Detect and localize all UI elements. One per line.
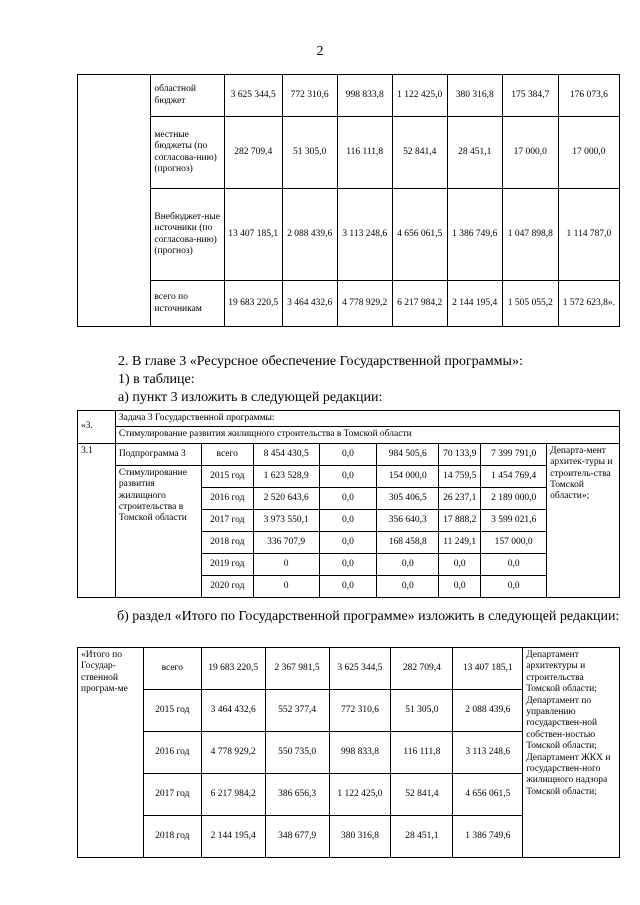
table-cell: 0,0 bbox=[319, 531, 377, 553]
table-cell: 1 122 425,0 bbox=[392, 75, 447, 117]
table-cell: 17 888,2 bbox=[439, 509, 481, 531]
table-row bbox=[78, 117, 620, 189]
table-cell: 356 640,3 bbox=[377, 509, 439, 531]
task-title-row bbox=[78, 411, 620, 427]
table-cell: 51 305,0 bbox=[391, 690, 453, 732]
period-cell: всего bbox=[143, 648, 201, 690]
table-cell: 0,0 bbox=[319, 553, 377, 575]
row-label: местные бюджеты (по согласова-нию) (прогноз) bbox=[151, 117, 224, 189]
table-cell: 1 122 425,0 bbox=[329, 774, 391, 816]
table-cell: 28 451,1 bbox=[447, 117, 502, 189]
table-row bbox=[78, 75, 620, 117]
period-cell: 2016 год bbox=[201, 487, 253, 509]
table-cell: 0,0 bbox=[319, 465, 377, 487]
table-cell: 4 656 061,5 bbox=[392, 189, 447, 281]
table-cell: 176 073,6 bbox=[558, 75, 619, 117]
table-cell: 154 000,0 bbox=[377, 465, 439, 487]
table-cell: 1 386 749,6 bbox=[453, 816, 523, 858]
table-cell: 0,0 bbox=[439, 553, 481, 575]
table-cell: 305 406,5 bbox=[377, 487, 439, 509]
table-cell: 0,0 bbox=[319, 443, 377, 465]
table-cell: 1 572 623,8». bbox=[558, 281, 619, 327]
table-cell: 348 677,9 bbox=[265, 816, 329, 858]
table-cell: 2 088 439,6 bbox=[282, 189, 337, 281]
funding-table-1 bbox=[77, 74, 620, 327]
table-row bbox=[78, 189, 620, 281]
responsible-cell: Департамент архитектуры и строительства Томской области; Департамент по управлению государствен-ной собствен-ностью Томской области; Департамент ЖКХ и государствен-ного жилищного надзора Томской области; bbox=[523, 648, 620, 858]
table-cell: 0,0 bbox=[319, 575, 377, 597]
table-cell: 1 454 769,4 bbox=[481, 465, 547, 487]
table-cell: 1 505 055,2 bbox=[502, 281, 558, 327]
table-row bbox=[78, 648, 620, 690]
table-cell: 116 111,8 bbox=[337, 117, 392, 189]
table-cell: 3 973 550,1 bbox=[253, 509, 319, 531]
funding-table-2 bbox=[77, 410, 620, 598]
table-cell: 1 386 749,6 bbox=[447, 189, 502, 281]
task-subtitle-row bbox=[78, 427, 620, 443]
table-cell: 2 144 195,4 bbox=[201, 816, 265, 858]
table-cell: 0,0 bbox=[377, 575, 439, 597]
paragraph-chapter3: 2. В главе 3 «Ресурсное обеспечение Государственной программы»: bbox=[118, 354, 523, 369]
table-cell: 2 088 439,6 bbox=[453, 690, 523, 732]
table-cell: 0,0 bbox=[481, 553, 547, 575]
paragraph-item3: а) пункт 3 изложить в следующей редакции: bbox=[118, 390, 383, 405]
table-cell: 116 111,8 bbox=[391, 732, 453, 774]
table-cell: 8 454 430,5 bbox=[253, 443, 319, 465]
table-cell: 282 709,4 bbox=[391, 648, 453, 690]
row-label: Внебюджет-ные источники (по согласова-нию) (прогноз) bbox=[151, 189, 224, 281]
table-cell: 380 316,8 bbox=[329, 816, 391, 858]
table-cell: 984 505,6 bbox=[377, 443, 439, 465]
table-cell: 0,0 bbox=[319, 509, 377, 531]
paragraph-in-table: 1) в таблице: bbox=[118, 372, 195, 387]
table-row bbox=[78, 465, 620, 487]
table-cell: 3 113 248,6 bbox=[453, 732, 523, 774]
table-cell: 552 377,4 bbox=[265, 690, 329, 732]
period-cell: 2018 год bbox=[143, 816, 201, 858]
row-label: областной бюджет bbox=[151, 75, 224, 117]
period-cell: 2018 год bbox=[201, 531, 253, 553]
table-cell: 2 367 981,5 bbox=[265, 648, 329, 690]
period-cell: всего bbox=[201, 443, 253, 465]
table-cell: 4 778 929,2 bbox=[337, 281, 392, 327]
table-cell: 0,0 bbox=[377, 553, 439, 575]
table-cell: 1 114 787,0 bbox=[558, 189, 619, 281]
table-cell: 26 237,1 bbox=[439, 487, 481, 509]
table-cell: 13 407 185,1 bbox=[224, 189, 282, 281]
table-cell: 28 451,1 bbox=[391, 816, 453, 858]
table-cell: 7 399 791,0 bbox=[481, 443, 547, 465]
table-cell: 2 520 643,6 bbox=[253, 487, 319, 509]
table-cell: 386 656,3 bbox=[265, 774, 329, 816]
table-cell: 19 683 220,5 bbox=[201, 648, 265, 690]
table-cell: 19 683 220,5 bbox=[224, 281, 282, 327]
period-cell: 2016 год bbox=[143, 732, 201, 774]
table-cell: 998 833,8 bbox=[337, 75, 392, 117]
period-cell: 2019 год bbox=[201, 553, 253, 575]
period-cell: 2017 год bbox=[201, 509, 253, 531]
table-cell: 168 458,8 bbox=[377, 531, 439, 553]
table-cell: 282 709,4 bbox=[224, 117, 282, 189]
table-cell: 1 623 528,9 bbox=[253, 465, 319, 487]
table-cell: 4 656 061,5 bbox=[453, 774, 523, 816]
table-cell: 2 189 000,0 bbox=[481, 487, 547, 509]
table-cell: 157 000,0 bbox=[481, 531, 547, 553]
subprogram-title: Подпрограмма 3 bbox=[115, 443, 201, 465]
table-cell: 336 707,9 bbox=[253, 531, 319, 553]
table-cell: 3 464 432,6 bbox=[282, 281, 337, 327]
table-cell: 6 217 984,2 bbox=[392, 281, 447, 327]
table-cell: 0 bbox=[253, 575, 319, 597]
paragraph-itogo: б) раздел «Итого по Государственной программе» изложить в следующей редакции: bbox=[117, 609, 620, 624]
table-cell: 0,0 bbox=[319, 487, 377, 509]
table-cell: 3 464 432,6 bbox=[201, 690, 265, 732]
table-cell: 6 217 984,2 bbox=[201, 774, 265, 816]
period-cell: 2017 год bbox=[143, 774, 201, 816]
task-title: Задача 3 Государственной программы: bbox=[115, 411, 619, 427]
table-row bbox=[78, 281, 620, 327]
table-cell: 380 316,8 bbox=[447, 75, 502, 117]
period-cell: 2015 год bbox=[143, 690, 201, 732]
table-cell: 52 841,4 bbox=[391, 774, 453, 816]
table-cell: 52 841,4 bbox=[392, 117, 447, 189]
table-cell: 17 000,0 bbox=[502, 117, 558, 189]
table-cell: 175 384,7 bbox=[502, 75, 558, 117]
table-cell: 17 000,0 bbox=[558, 117, 619, 189]
table-cell: 1 047 898,8 bbox=[502, 189, 558, 281]
table-cell: 11 249,1 bbox=[439, 531, 481, 553]
row-label: всего по источникам bbox=[151, 281, 224, 327]
table-cell: 4 778 929,2 bbox=[201, 732, 265, 774]
table-cell: 14 759,5 bbox=[439, 465, 481, 487]
period-cell: 2015 год bbox=[201, 465, 253, 487]
responsible-cell: Департа-мент архитек-туры и строитель-ства Томской области»; bbox=[547, 443, 620, 597]
table-row bbox=[78, 443, 620, 465]
table-cell: 0 bbox=[253, 553, 319, 575]
item-number: 3.1 bbox=[78, 443, 116, 597]
table-cell: 0,0 bbox=[439, 575, 481, 597]
page-number: 2 bbox=[316, 44, 324, 59]
task-subtitle: Стимулирование развития жилищного строительства в Томской области bbox=[115, 427, 619, 443]
table-cell: 13 407 185,1 bbox=[453, 648, 523, 690]
table-cell: 3 625 344,5 bbox=[224, 75, 282, 117]
table-cell: 772 310,6 bbox=[329, 690, 391, 732]
empty-cell bbox=[78, 75, 151, 327]
task-number: «3. bbox=[78, 411, 116, 444]
total-label: «Итого по Государ-ственной програм-ме bbox=[78, 648, 144, 858]
subprogram-description: Стимулирование развития жилищного строительства в Томской области bbox=[115, 465, 201, 597]
table-cell: 3 625 344,5 bbox=[329, 648, 391, 690]
table-cell: 2 144 195,4 bbox=[447, 281, 502, 327]
table-cell: 772 310,6 bbox=[282, 75, 337, 117]
table-cell: 70 133,9 bbox=[439, 443, 481, 465]
table-cell: 998 833,8 bbox=[329, 732, 391, 774]
table-cell: 3 113 248,6 bbox=[337, 189, 392, 281]
funding-table-3 bbox=[77, 647, 620, 858]
period-cell: 2020 год bbox=[201, 575, 253, 597]
table-cell: 3 599 021,6 bbox=[481, 509, 547, 531]
table-cell: 51 305,0 bbox=[282, 117, 337, 189]
table-cell: 0,0 bbox=[481, 575, 547, 597]
table-cell: 550 735,0 bbox=[265, 732, 329, 774]
